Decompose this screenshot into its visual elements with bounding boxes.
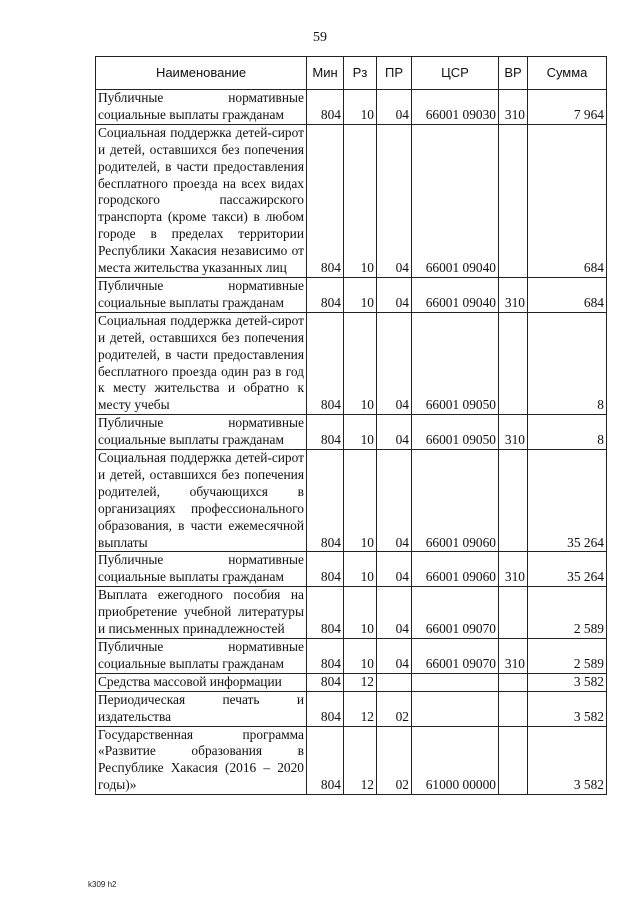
cell-vr: 310 [499, 639, 528, 674]
cell-rz: 10 [344, 90, 377, 125]
cell-pr: 02 [377, 691, 412, 726]
cell-csr: 66001 09040 [412, 124, 499, 277]
cell-pr: 04 [377, 124, 412, 277]
table-row [96, 90, 607, 125]
cell-vr: 310 [499, 415, 528, 450]
cell-min: 804 [307, 415, 344, 450]
table-row [96, 124, 607, 277]
cell-min: 804 [307, 587, 344, 639]
cell-pr: 02 [377, 726, 412, 795]
cell-pr: 04 [377, 587, 412, 639]
cell-vr: 310 [499, 277, 528, 312]
cell-vr [499, 124, 528, 277]
table-row [96, 587, 607, 639]
cell-name: Социальная поддержка детей-сирот и детей, оставшихся без попечения родителей, в части предоставления бесплатного проезда на всех видах городского пассажирского транспорта (кроме такси) в любом городе в пределах территории Республики Хакасия независимо от места жительства указанных лиц [96, 124, 307, 277]
cell-sum: 35 264 [528, 450, 607, 552]
cell-min: 804 [307, 639, 344, 674]
cell-csr: 66001 09050 [412, 415, 499, 450]
cell-rz: 12 [344, 726, 377, 795]
cell-pr: 04 [377, 639, 412, 674]
cell-rz: 12 [344, 673, 377, 691]
footer-document-code: k309 h2 [88, 880, 117, 889]
table-row [96, 673, 607, 691]
cell-sum: 3 582 [528, 726, 607, 795]
cell-pr [377, 673, 412, 691]
cell-pr: 04 [377, 552, 412, 587]
cell-name: Социальная поддержка детей-сирот и детей, оставшихся без попечения родителей, обучающихся в организациях профессионального образования, в части ежемесячной выплаты [96, 450, 307, 552]
cell-csr: 66001 09070 [412, 639, 499, 674]
cell-min: 804 [307, 450, 344, 552]
cell-vr [499, 587, 528, 639]
cell-rz: 10 [344, 415, 377, 450]
cell-pr: 04 [377, 90, 412, 125]
cell-pr: 04 [377, 312, 412, 414]
column-header-rz: Рз [344, 57, 377, 90]
table-row [96, 450, 607, 552]
cell-min: 804 [307, 312, 344, 414]
column-header-min: Мин [307, 57, 344, 90]
cell-csr [412, 691, 499, 726]
cell-vr: 310 [499, 90, 528, 125]
table-row [96, 691, 607, 726]
cell-sum: 7 964 [528, 90, 607, 125]
cell-rz: 10 [344, 124, 377, 277]
cell-vr [499, 312, 528, 414]
cell-rz: 10 [344, 639, 377, 674]
cell-name: Выплата ежегодного пособия на приобретение учебной литературы и письменных принадлежностей [96, 587, 307, 639]
cell-csr: 66001 09070 [412, 587, 499, 639]
cell-name: Публичные нормативные социальные выплаты гражданам [96, 415, 307, 450]
cell-rz: 12 [344, 691, 377, 726]
cell-vr [499, 450, 528, 552]
cell-csr: 66001 09040 [412, 277, 499, 312]
page-number: 59 [313, 30, 327, 45]
cell-rz: 10 [344, 552, 377, 587]
cell-csr [412, 673, 499, 691]
cell-min: 804 [307, 673, 344, 691]
cell-pr: 04 [377, 415, 412, 450]
cell-vr [499, 673, 528, 691]
cell-name: Публичные нормативные социальные выплаты гражданам [96, 277, 307, 312]
cell-min: 804 [307, 277, 344, 312]
cell-min: 804 [307, 726, 344, 795]
table-header-row [96, 57, 607, 90]
cell-csr: 66001 09060 [412, 450, 499, 552]
cell-csr: 66001 09030 [412, 90, 499, 125]
cell-rz: 10 [344, 277, 377, 312]
column-header-pr: ПР [377, 57, 412, 90]
cell-rz: 10 [344, 450, 377, 552]
cell-vr [499, 726, 528, 795]
cell-sum: 3 582 [528, 691, 607, 726]
column-header-sum: Сумма [528, 57, 607, 90]
cell-vr: 310 [499, 552, 528, 587]
column-header-vr: ВР [499, 57, 528, 90]
cell-sum: 684 [528, 124, 607, 277]
cell-name: Периодическая печать и издательства [96, 691, 307, 726]
table-row [96, 552, 607, 587]
cell-sum: 8 [528, 312, 607, 414]
cell-name: Социальная поддержка детей-сирот и детей, оставшихся без попечения родителей, в части предоставления бесплатного проезда один раз в год к месту жительства и обратно к месту учебы [96, 312, 307, 414]
cell-sum: 684 [528, 277, 607, 312]
table-row [96, 277, 607, 312]
cell-pr: 04 [377, 450, 412, 552]
cell-csr: 66001 09050 [412, 312, 499, 414]
cell-sum: 3 582 [528, 673, 607, 691]
cell-name: Государственная программа «Развитие образования в Республике Хакасия (2016 – 2020 годы)» [96, 726, 307, 795]
cell-sum: 2 589 [528, 587, 607, 639]
cell-csr: 66001 09060 [412, 552, 499, 587]
column-header-csr: ЦСР [412, 57, 499, 90]
table-row [96, 415, 607, 450]
cell-name: Публичные нормативные социальные выплаты гражданам [96, 90, 307, 125]
cell-min: 804 [307, 90, 344, 125]
cell-sum: 8 [528, 415, 607, 450]
cell-rz: 10 [344, 312, 377, 414]
column-header-name: Наименование [96, 57, 307, 90]
cell-rz: 10 [344, 587, 377, 639]
cell-name: Средства массовой информации [96, 673, 307, 691]
cell-min: 804 [307, 552, 344, 587]
table-row [96, 639, 607, 674]
cell-name: Публичные нормативные социальные выплаты гражданам [96, 552, 307, 587]
cell-vr [499, 691, 528, 726]
table-row [96, 726, 607, 795]
cell-name: Публичные нормативные социальные выплаты гражданам [96, 639, 307, 674]
cell-sum: 2 589 [528, 639, 607, 674]
cell-min: 804 [307, 124, 344, 277]
cell-csr: 61000 00000 [412, 726, 499, 795]
table-row [96, 312, 607, 414]
cell-min: 804 [307, 691, 344, 726]
budget-table [95, 56, 607, 795]
cell-pr: 04 [377, 277, 412, 312]
cell-sum: 35 264 [528, 552, 607, 587]
